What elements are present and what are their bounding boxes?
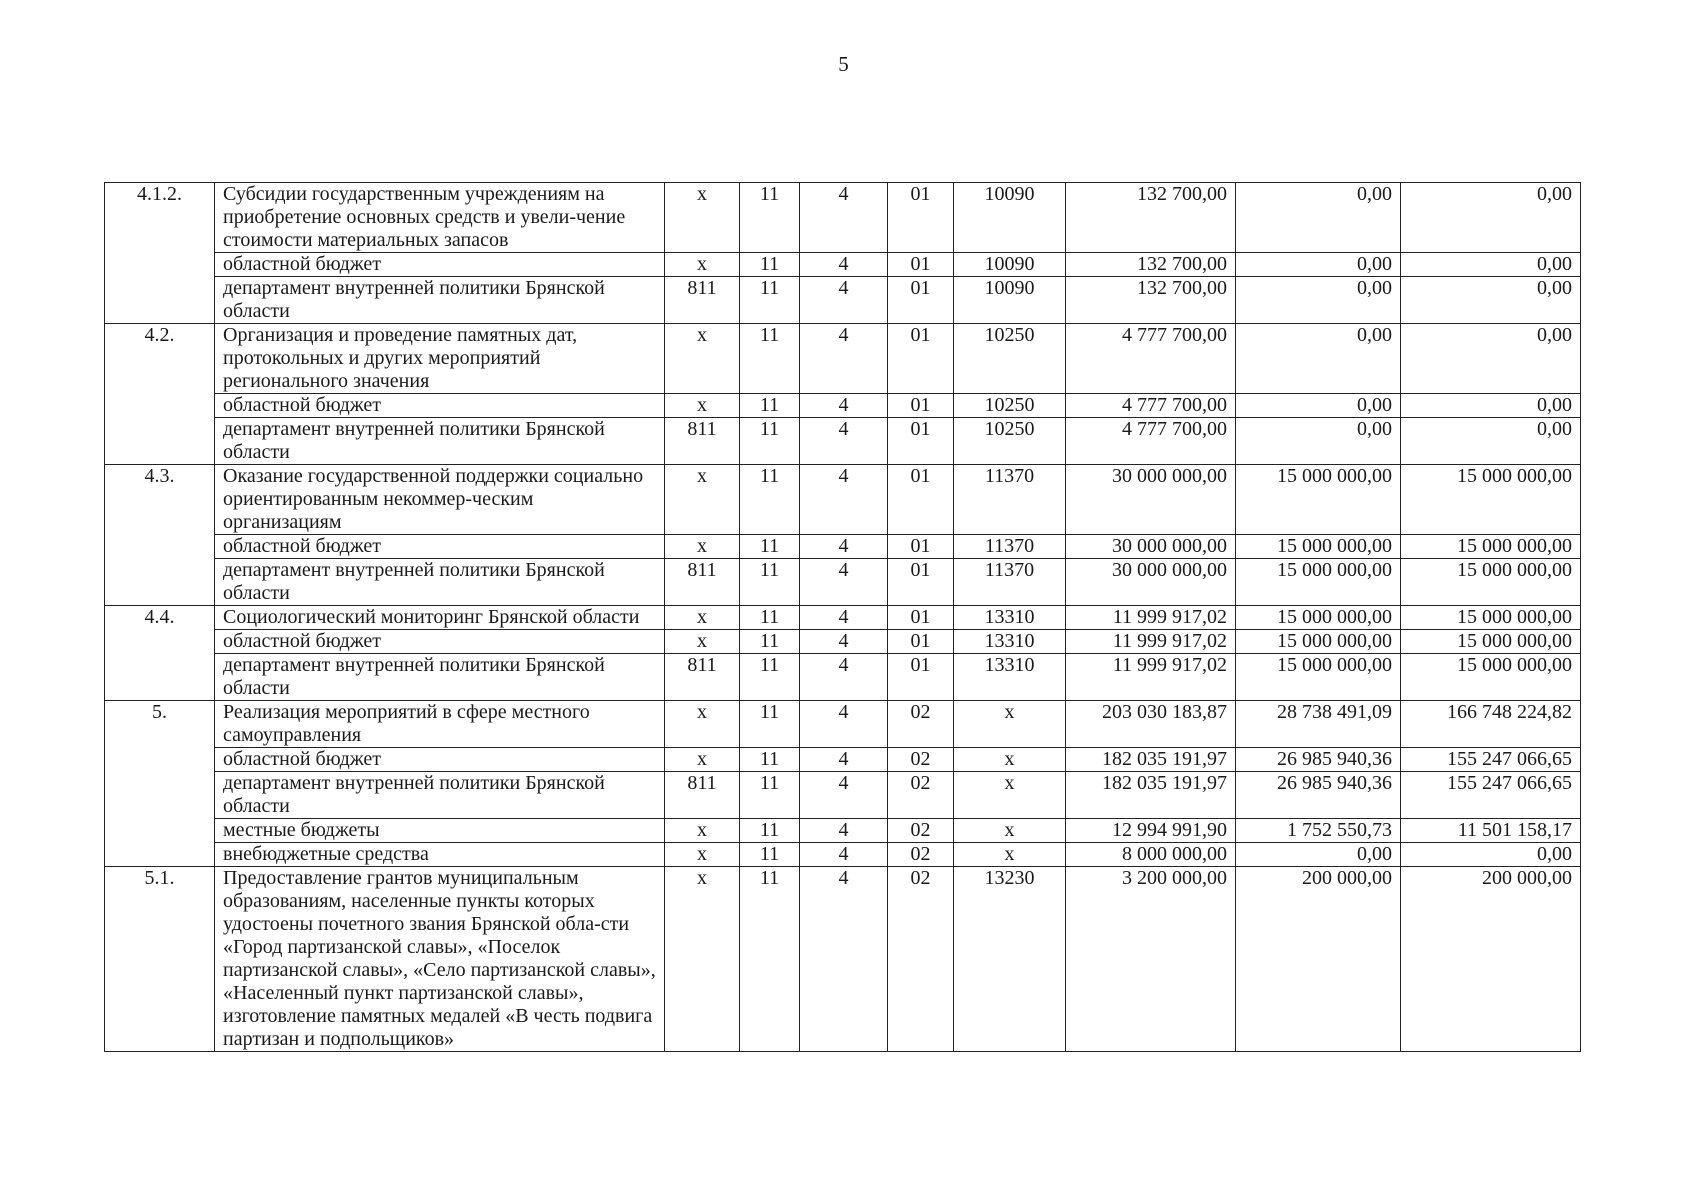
col-code-2: 11 bbox=[740, 772, 800, 819]
amount-2: 0,00 bbox=[1236, 843, 1401, 867]
amount-1: 182 035 191,97 bbox=[1066, 748, 1236, 772]
col-code-2: 11 bbox=[740, 183, 800, 253]
amount-3: 166 748 224,82 bbox=[1401, 701, 1581, 748]
row-number: 5. bbox=[105, 701, 215, 867]
row-description: Оказание государственной поддержки социально ориентированным некоммер-ческим организациям bbox=[215, 465, 665, 535]
col-code-2: 11 bbox=[740, 606, 800, 630]
amount-1: 8 000 000,00 bbox=[1066, 843, 1236, 867]
col-code-3: 4 bbox=[800, 819, 888, 843]
row-description: Реализация мероприятий в сфере местного самоуправления bbox=[215, 701, 665, 748]
col-code-3: 4 bbox=[800, 748, 888, 772]
col-code-4: 01 bbox=[888, 418, 954, 465]
amount-3: 15 000 000,00 bbox=[1401, 465, 1581, 535]
col-code-3: 4 bbox=[800, 843, 888, 867]
amount-1: 4 777 700,00 bbox=[1066, 394, 1236, 418]
row-description: внебюджетные средства bbox=[215, 843, 665, 867]
table-row bbox=[105, 654, 1581, 701]
col-code-4: 01 bbox=[888, 654, 954, 701]
table-row bbox=[105, 630, 1581, 654]
amount-1: 30 000 000,00 bbox=[1066, 465, 1236, 535]
col-code-2: 11 bbox=[740, 867, 800, 1052]
col-code-1: х bbox=[665, 748, 740, 772]
row-description: областной бюджет bbox=[215, 630, 665, 654]
amount-3: 155 247 066,65 bbox=[1401, 748, 1581, 772]
col-code-5: 13310 bbox=[954, 630, 1066, 654]
table-body bbox=[105, 183, 1581, 1052]
row-number: 4.3. bbox=[105, 465, 215, 606]
col-code-3: 4 bbox=[800, 867, 888, 1052]
col-code-2: 11 bbox=[740, 535, 800, 559]
col-code-2: 11 bbox=[740, 418, 800, 465]
row-description: Социологический мониторинг Брянской области bbox=[215, 606, 665, 630]
col-code-5: 11370 bbox=[954, 465, 1066, 535]
amount-1: 182 035 191,97 bbox=[1066, 772, 1236, 819]
amount-1: 11 999 917,02 bbox=[1066, 654, 1236, 701]
amount-3: 11 501 158,17 bbox=[1401, 819, 1581, 843]
col-code-1: х bbox=[665, 253, 740, 277]
amount-1: 132 700,00 bbox=[1066, 277, 1236, 324]
col-code-5: 10250 bbox=[954, 324, 1066, 394]
col-code-1: х bbox=[665, 867, 740, 1052]
amount-2: 0,00 bbox=[1236, 183, 1401, 253]
col-code-2: 11 bbox=[740, 701, 800, 748]
col-code-5: 10090 bbox=[954, 253, 1066, 277]
col-code-5: х bbox=[954, 701, 1066, 748]
table-row bbox=[105, 772, 1581, 819]
row-description: областной бюджет bbox=[215, 394, 665, 418]
amount-3: 15 000 000,00 bbox=[1401, 559, 1581, 606]
col-code-5: 10250 bbox=[954, 394, 1066, 418]
col-code-2: 11 bbox=[740, 748, 800, 772]
row-description: департамент внутренней политики Брянской области bbox=[215, 277, 665, 324]
col-code-4: 01 bbox=[888, 277, 954, 324]
table-row bbox=[105, 748, 1581, 772]
amount-2: 15 000 000,00 bbox=[1236, 630, 1401, 654]
col-code-4: 02 bbox=[888, 843, 954, 867]
table-row bbox=[105, 394, 1581, 418]
amount-2: 15 000 000,00 bbox=[1236, 654, 1401, 701]
row-description: Организация и проведение памятных дат, протокольных и других мероприятий регионального значения bbox=[215, 324, 665, 394]
col-code-1: х bbox=[665, 183, 740, 253]
col-code-1: х bbox=[665, 630, 740, 654]
col-code-3: 4 bbox=[800, 183, 888, 253]
budget-table bbox=[104, 182, 1581, 1052]
col-code-5: х bbox=[954, 819, 1066, 843]
table-row bbox=[105, 465, 1581, 535]
amount-1: 12 994 991,90 bbox=[1066, 819, 1236, 843]
col-code-3: 4 bbox=[800, 535, 888, 559]
col-code-4: 01 bbox=[888, 394, 954, 418]
col-code-5: х bbox=[954, 748, 1066, 772]
row-description: департамент внутренней политики Брянской области bbox=[215, 772, 665, 819]
col-code-3: 4 bbox=[800, 630, 888, 654]
col-code-1: х bbox=[665, 819, 740, 843]
row-description: областной бюджет bbox=[215, 748, 665, 772]
col-code-4: 01 bbox=[888, 559, 954, 606]
row-description: Предоставление грантов муниципальным образованиям, населенные пункты которых удостоены почетного звания Брянской обла-сти «Город партизанской славы», «Поселок партизанской славы», «Село партизанской славы», «Населенный пункт партизанской славы», изготовление памятных медалей «В честь подвига партизан и подпольщиков» bbox=[215, 867, 665, 1052]
col-code-1: х bbox=[665, 394, 740, 418]
col-code-1: х bbox=[665, 535, 740, 559]
page-number: 5 bbox=[838, 52, 849, 76]
amount-3: 0,00 bbox=[1401, 183, 1581, 253]
amount-1: 132 700,00 bbox=[1066, 183, 1236, 253]
col-code-1: 811 bbox=[665, 654, 740, 701]
amount-3: 15 000 000,00 bbox=[1401, 535, 1581, 559]
amount-2: 200 000,00 bbox=[1236, 867, 1401, 1052]
amount-3: 15 000 000,00 bbox=[1401, 606, 1581, 630]
col-code-1: 811 bbox=[665, 277, 740, 324]
col-code-3: 4 bbox=[800, 324, 888, 394]
col-code-5: 13230 bbox=[954, 867, 1066, 1052]
col-code-4: 01 bbox=[888, 606, 954, 630]
row-description: департамент внутренней политики Брянской области bbox=[215, 418, 665, 465]
col-code-2: 11 bbox=[740, 253, 800, 277]
col-code-1: 811 bbox=[665, 772, 740, 819]
col-code-2: 11 bbox=[740, 394, 800, 418]
amount-3: 0,00 bbox=[1401, 843, 1581, 867]
col-code-3: 4 bbox=[800, 606, 888, 630]
amount-3: 0,00 bbox=[1401, 418, 1581, 465]
amount-1: 4 777 700,00 bbox=[1066, 324, 1236, 394]
col-code-2: 11 bbox=[740, 843, 800, 867]
table-row bbox=[105, 606, 1581, 630]
amount-3: 0,00 bbox=[1401, 394, 1581, 418]
amount-2: 0,00 bbox=[1236, 253, 1401, 277]
amount-3: 0,00 bbox=[1401, 277, 1581, 324]
col-code-3: 4 bbox=[800, 559, 888, 606]
col-code-5: 10090 bbox=[954, 183, 1066, 253]
col-code-2: 11 bbox=[740, 654, 800, 701]
col-code-3: 4 bbox=[800, 772, 888, 819]
col-code-2: 11 bbox=[740, 559, 800, 606]
col-code-4: 01 bbox=[888, 630, 954, 654]
col-code-4: 01 bbox=[888, 183, 954, 253]
amount-1: 30 000 000,00 bbox=[1066, 559, 1236, 606]
table-row bbox=[105, 253, 1581, 277]
col-code-4: 01 bbox=[888, 535, 954, 559]
row-description: департамент внутренней политики Брянской области bbox=[215, 559, 665, 606]
col-code-1: х bbox=[665, 465, 740, 535]
row-description: областной бюджет bbox=[215, 535, 665, 559]
col-code-1: 811 bbox=[665, 559, 740, 606]
col-code-4: 01 bbox=[888, 253, 954, 277]
amount-2: 15 000 000,00 bbox=[1236, 559, 1401, 606]
table-row bbox=[105, 277, 1581, 324]
col-code-4: 02 bbox=[888, 819, 954, 843]
col-code-5: 10090 bbox=[954, 277, 1066, 324]
col-code-2: 11 bbox=[740, 324, 800, 394]
col-code-3: 4 bbox=[800, 394, 888, 418]
col-code-5: 11370 bbox=[954, 559, 1066, 606]
amount-1: 4 777 700,00 bbox=[1066, 418, 1236, 465]
col-code-4: 01 bbox=[888, 465, 954, 535]
amount-2: 0,00 bbox=[1236, 418, 1401, 465]
table-row bbox=[105, 418, 1581, 465]
col-code-2: 11 bbox=[740, 465, 800, 535]
col-code-1: х bbox=[665, 324, 740, 394]
amount-3: 0,00 bbox=[1401, 253, 1581, 277]
table-row bbox=[105, 324, 1581, 394]
col-code-1: х bbox=[665, 701, 740, 748]
table-row bbox=[105, 535, 1581, 559]
amount-2: 1 752 550,73 bbox=[1236, 819, 1401, 843]
col-code-1: х bbox=[665, 843, 740, 867]
col-code-5: 10250 bbox=[954, 418, 1066, 465]
row-description: местные бюджеты bbox=[215, 819, 665, 843]
amount-2: 26 985 940,36 bbox=[1236, 748, 1401, 772]
col-code-4: 02 bbox=[888, 748, 954, 772]
col-code-1: х bbox=[665, 606, 740, 630]
amount-1: 11 999 917,02 bbox=[1066, 630, 1236, 654]
col-code-4: 02 bbox=[888, 701, 954, 748]
amount-3: 0,00 bbox=[1401, 324, 1581, 394]
amount-1: 11 999 917,02 bbox=[1066, 606, 1236, 630]
amount-1: 203 030 183,87 bbox=[1066, 701, 1236, 748]
table-row bbox=[105, 701, 1581, 748]
table-row bbox=[105, 819, 1581, 843]
row-description: департамент внутренней политики Брянской области bbox=[215, 654, 665, 701]
amount-1: 3 200 000,00 bbox=[1066, 867, 1236, 1052]
amount-3: 200 000,00 bbox=[1401, 867, 1581, 1052]
col-code-4: 02 bbox=[888, 772, 954, 819]
col-code-5: х bbox=[954, 772, 1066, 819]
row-description: областной бюджет bbox=[215, 253, 665, 277]
col-code-3: 4 bbox=[800, 701, 888, 748]
amount-2: 15 000 000,00 bbox=[1236, 465, 1401, 535]
row-description: Субсидии государственным учреждениям на приобретение основных средств и увели-чение стоимости материальных запасов bbox=[215, 183, 665, 253]
amount-3: 155 247 066,65 bbox=[1401, 772, 1581, 819]
row-number: 4.2. bbox=[105, 324, 215, 465]
amount-2: 0,00 bbox=[1236, 324, 1401, 394]
col-code-5: 11370 bbox=[954, 535, 1066, 559]
table-row bbox=[105, 867, 1581, 1052]
col-code-5: х bbox=[954, 843, 1066, 867]
col-code-4: 01 bbox=[888, 324, 954, 394]
amount-2: 28 738 491,09 bbox=[1236, 701, 1401, 748]
col-code-3: 4 bbox=[800, 654, 888, 701]
amount-1: 30 000 000,00 bbox=[1066, 535, 1236, 559]
table-row bbox=[105, 559, 1581, 606]
amount-1: 132 700,00 bbox=[1066, 253, 1236, 277]
row-number: 5.1. bbox=[105, 867, 215, 1052]
row-number: 4.4. bbox=[105, 606, 215, 701]
amount-2: 26 985 940,36 bbox=[1236, 772, 1401, 819]
amount-2: 0,00 bbox=[1236, 394, 1401, 418]
amount-2: 15 000 000,00 bbox=[1236, 606, 1401, 630]
amount-2: 15 000 000,00 bbox=[1236, 535, 1401, 559]
row-number: 4.1.2. bbox=[105, 183, 215, 324]
table-row bbox=[105, 843, 1581, 867]
col-code-1: 811 bbox=[665, 418, 740, 465]
col-code-2: 11 bbox=[740, 630, 800, 654]
col-code-3: 4 bbox=[800, 465, 888, 535]
col-code-3: 4 bbox=[800, 418, 888, 465]
amount-2: 0,00 bbox=[1236, 277, 1401, 324]
amount-3: 15 000 000,00 bbox=[1401, 630, 1581, 654]
table-row bbox=[105, 183, 1581, 253]
col-code-5: 13310 bbox=[954, 606, 1066, 630]
col-code-5: 13310 bbox=[954, 654, 1066, 701]
col-code-2: 11 bbox=[740, 819, 800, 843]
col-code-3: 4 bbox=[800, 277, 888, 324]
col-code-4: 02 bbox=[888, 867, 954, 1052]
amount-3: 15 000 000,00 bbox=[1401, 654, 1581, 701]
col-code-3: 4 bbox=[800, 253, 888, 277]
col-code-2: 11 bbox=[740, 277, 800, 324]
